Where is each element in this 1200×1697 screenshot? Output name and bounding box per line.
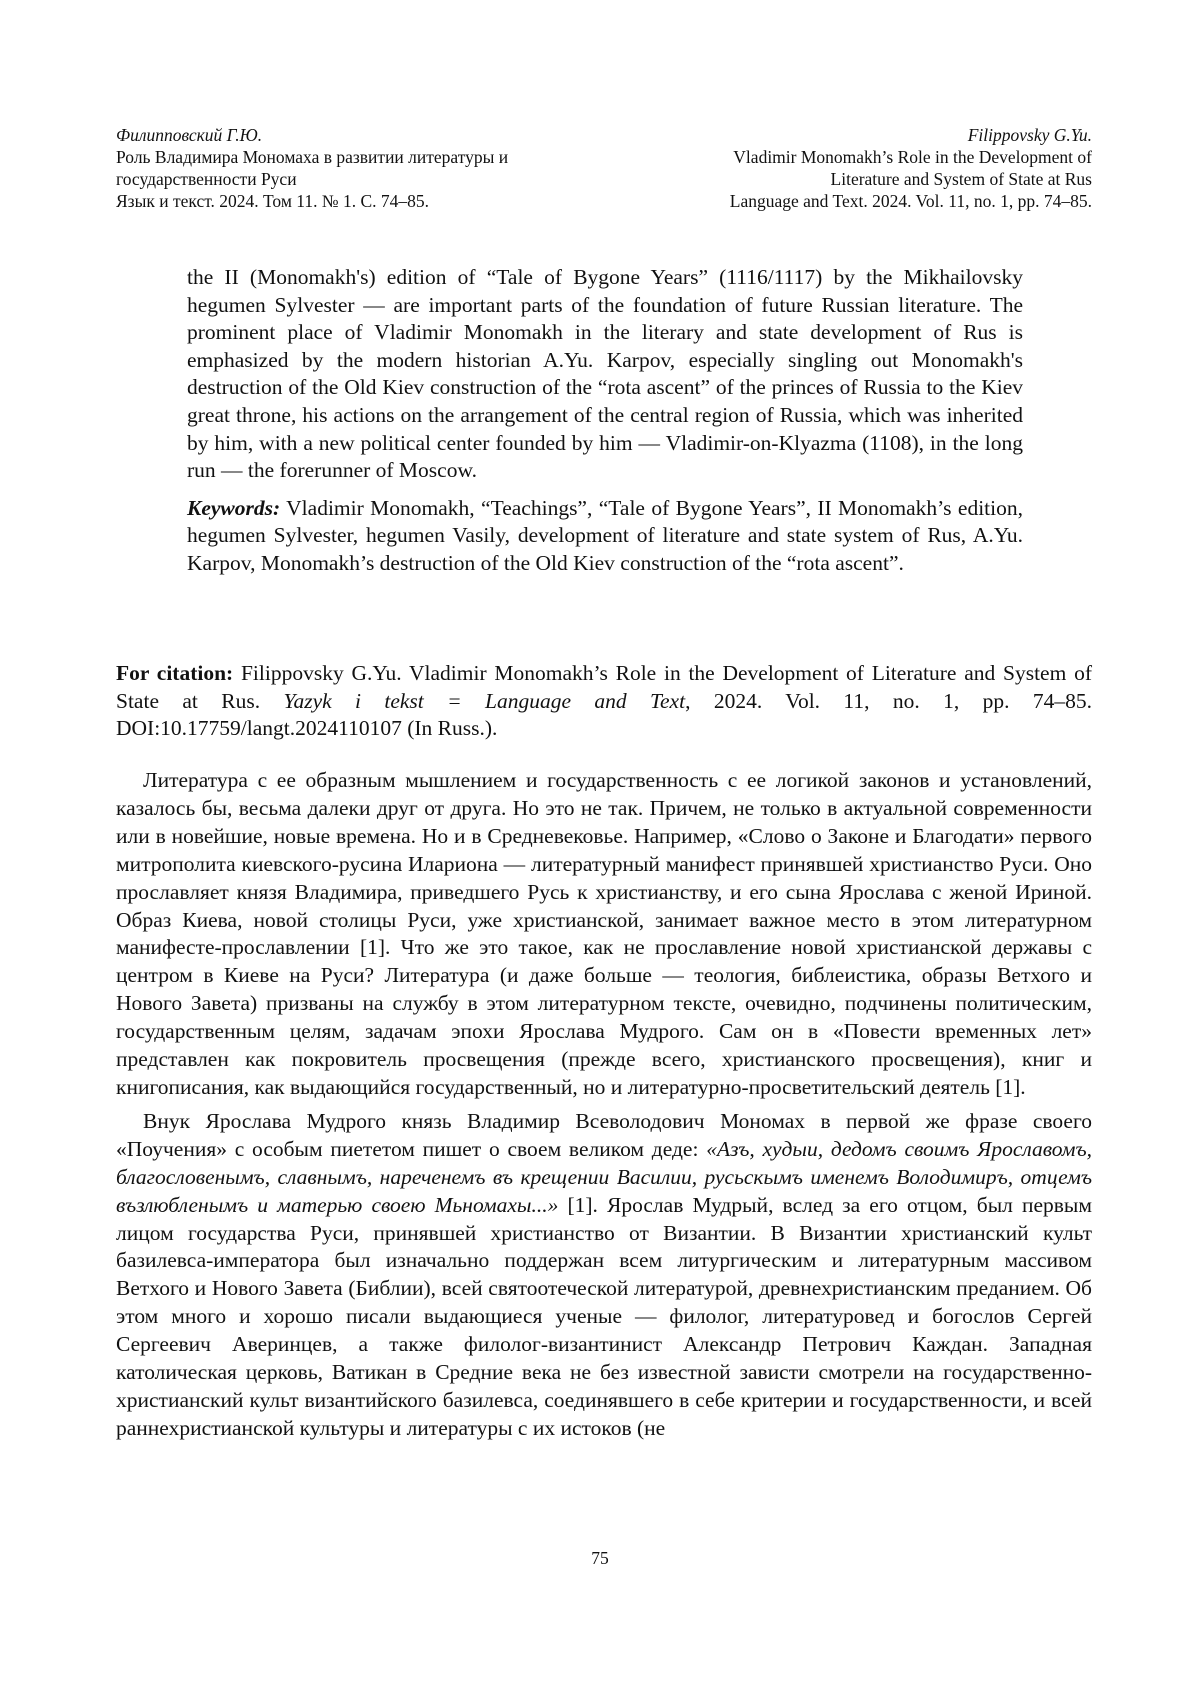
header-title-ru-line1: Роль Владимира Мономаха в развитии литературы и (116, 147, 509, 167)
header-author-en: Filippovsky G.Yu. (967, 125, 1092, 145)
monomakh-quote: «Азъ, худыи, дедомъ своимъ Ярославомъ, благословенымъ, славнымъ, нареченемъ въ крещении Василии, русьскымъ именемъ Володимиръ, отцемъ възлюбленымъ и матерью своею Мьномахы...» (116, 1136, 1092, 1217)
header-journal-ru: Язык и текст. 2024. Том 11. № 1. С. 74–85. (116, 191, 430, 211)
paragraph2-start: Внук Ярослава Мудрого князь Владимир Всеволодович Мономах в первой же фразе своего «Поучения» с особым пиететом пишет о своем великом деде: (116, 1108, 1092, 1161)
header-journal-en: Language and Text. 2024. Vol. 11, no. 1, pp. 74–85. (729, 191, 1092, 211)
keywords-label: Keywords: (187, 495, 281, 520)
citation-paragraph (116, 660, 1092, 743)
header-title-en-line2: Literature and System of State at Rus (830, 169, 1092, 189)
abstract-text: the II (Monomakh's) edition of “Tale of Bygone Years” (1116/1117) by the Mikhailovsky hegumen Sylvester — are important parts of the foundation of future Russian literature. The prominent place of Vladimir Monomakh in the literary and state development of Rus is emphasized by the modern historian A.Yu. Karpov, especially singling out Monomakh's destruction of the Old Kiev construction of the “rota ascent” of the princes of Russia to the Kiev great throne, his actions on the arrangement of the central region of Russia, which was inherited by him, with a new political center founded by him — Vladimir-on-Klyazma (1108), in the long run — the forerunner of Moscow. (187, 265, 1023, 483)
paragraph2-end: [1]. Ярослав Мудрый, вслед за его отцом, был первым лицом государства Руси, принявшей христианство от Византии. В Византии христианский культ базилевса-императора был изначально поддержан всем литургическим и литературным массивом Ветхого и Нового Завета (Библии), всей святоотеческой литературой, древнехристианским преданием. Об этом много и хорошо писали выдающиеся ученые — филолог, литературовед и богослов Сергей Сергеевич Аверинцев, а также филолог-византинист Александр Петрович Каждан. Западная католическая церковь, Ватикан в Средние века не без известной зависти смотрели на государственно-христианский культ византийского базилевса, соединявшего в себе критерии и государственности, и всей раннехристианской культуры и литературы с их истоков (не (116, 1192, 1092, 1440)
header-russian (116, 124, 636, 212)
header-title-ru-line2: государственности Руси (116, 169, 297, 189)
citation-block (116, 660, 1092, 743)
keywords-text: Vladimir Monomakh, “Teachings”, “Tale of Bygone Years”, II Monomakh’s edition, hegumen Sylvester, hegumen Vasily, development of literature and state system of Rus, A.Yu. Karpov, Monomakh’s destruction of the Old Kiev construction of the “rota ascent”. (187, 495, 1023, 575)
article-body (116, 767, 1092, 1443)
body-paragraph-1: Литература с ее образным мышлением и государственность с ее логикой законов и установлений, казалось бы, весьма далеки друг от друга. Но это не так. Причем, не только в актуальной современности или в новейшие, новые времена. Но и в Средневековье. Например, «Слово о Законе и Благодати» первого митрополита киевского-русина Илариона — литературный манифест принявшей христианство Руси. Оно прославляет князя Владимира, приведшего Русь к христианству, и его сына Ярослава с женой Ириной. Образ Киева, новой столицы Руси, уже христианской, занимает важное место в этом литературном манифесте-прославлении [1]. Что же это такое, как не прославление новой христианской державы с центром в Киеве на Руси? Литература (и даже больше — теология, библеистика, образы Ветхого и Нового Завета) призваны на службу в этом литературном тексте, очевидно, подчинены политическим, государственным целям, задачам эпохи Ярослава Мудрого. Сам он в «Повести временных лет» представлен как покровитель просвещения (прежде всего, христианского просвещения), книг и книгописания, как выдающийся государственный, но и литературно-просветительский деятель [1]. (116, 768, 1092, 1099)
citation-journal: Yazyk i tekst = Language and Text (283, 688, 686, 713)
citation-text-after: , 2024. Vol. 11, no. 1, pp. 74–85. DOI:10.17759/langt.2024110107 (In Russ.). (116, 688, 1092, 741)
page-number: 75 (591, 1548, 609, 1568)
body-paragraph-2 (116, 1108, 1092, 1443)
header-english (572, 124, 1092, 212)
citation-text-before: Filippovsky G.Yu. Vladimir Monomakh’s Role in the Development of Literature and System of State at Rus. (116, 661, 1092, 713)
abstract-block (187, 264, 1023, 578)
keywords-paragraph (187, 495, 1023, 578)
header-author-ru: Филипповский Г.Ю. (116, 125, 263, 145)
citation-label: For citation: (116, 661, 234, 685)
header-title-en-line1: Vladimir Monomakh’s Role in the Development of (733, 147, 1092, 167)
